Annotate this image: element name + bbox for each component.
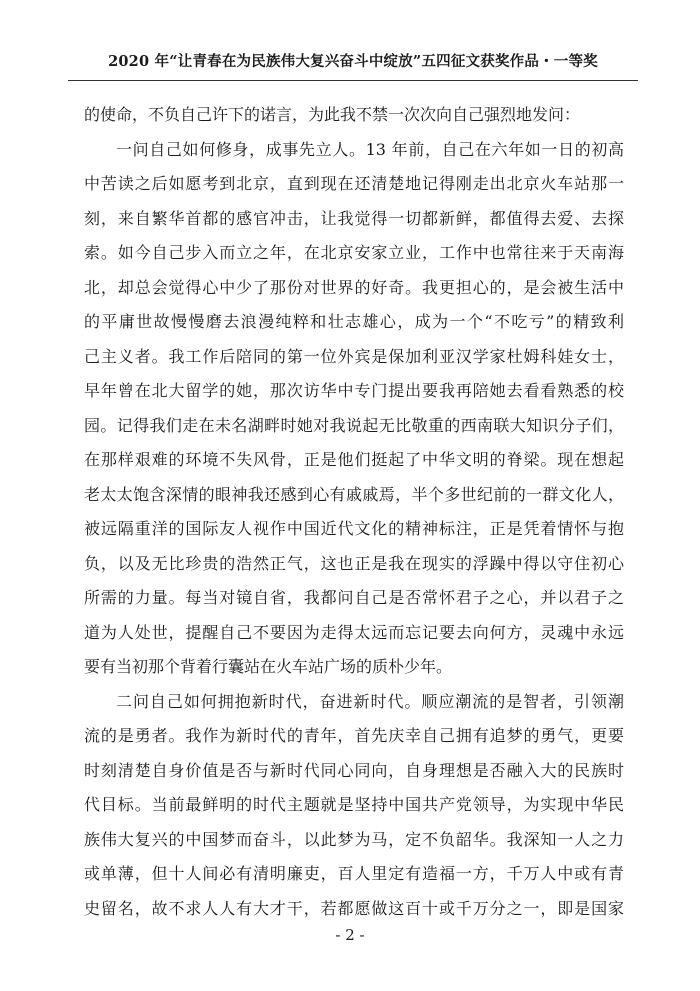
text-line: 中苦读之后如愿考到北京，直到现在还清楚地记得刚走出北京火车站那一 — [84, 174, 624, 193]
text-line: 代目标。当前最鲜明的时代主题就是坚持中国共产党领导，为实现中华民 — [84, 795, 624, 814]
text-line: 负，以及无比珍贵的浩然正气，这也正是我在现实的浮躁中得以守住初心 — [84, 553, 624, 573]
paragraph — [84, 98, 624, 133]
text-line: 二问自己如何拥抱新时代，奋进新时代。顺应潮流的是智者，引领潮 — [116, 691, 624, 711]
text-line: 北，却总会觉得心中少了那份对世界的好奇。我更担心的，是会被生活中 — [84, 277, 624, 297]
text-line: 或单薄，但十人间必有清明廉吏，百人里定有造福一方，千万人中或有青 — [84, 864, 624, 883]
text-line: 史留名，故不求人人有大才干，若都愿做这百十或千万分之一，即是国家 — [84, 898, 624, 918]
text-line: 园。记得我们走在未名湖畔时她对我说起无比敬重的西南联大知识分子们， — [84, 415, 624, 435]
paragraph — [84, 685, 624, 927]
text-line: 早年曾在北大留学的她，那次访华中专门提出要我再陪她去看看熟悉的校 — [84, 381, 624, 400]
text-line: 流的是勇者。我作为新时代的青年，首先庆幸自己拥有追梦的勇气，更要 — [84, 726, 624, 745]
text-line: 老太太饱含深情的眼神我还感到心有戚戚焉，半个多世纪前的一群文化人， — [84, 484, 624, 504]
text-line: 己主义者。我工作后陪同的第一位外宾是保加利亚汉学家杜姆科娃女士， — [84, 346, 624, 366]
text-line: 时刻清楚自身价值是否与新时代同心同向，自身理想是否融入大的民族时 — [84, 760, 624, 780]
text-line: 一问自己如何修身，成事先立人。13 年前，自己在六年如一日的初高 — [116, 139, 624, 159]
text-line: 在那样艰难的环境不失风骨，正是他们挺起了中华文明的脊梁。现在想起 — [84, 450, 624, 469]
page-header: 2020 年“让青春在为民族伟大复兴奋斗中绽放”五四征文获奖作品・一等奖 — [108, 53, 598, 70]
text-line: 索。如今自己步入而立之年，在北京安家立业，工作中也常往来于天南海 — [84, 243, 624, 262]
text-line: 刻，来自繁华首都的感官冲击，让我觉得一切都新鲜，都值得去爱、去探 — [84, 208, 624, 228]
header-divider — [68, 80, 638, 81]
text-line: 的使命，不负自己许下的诺言，为此我不禁一次次向自己强烈地发问： — [84, 105, 581, 124]
text-line: 所需的力量。每当对镜自省，我都问自己是否常怀君子之心，并以君子之 — [84, 588, 624, 607]
text-line: 被远隔重洋的国际友人视作中国近代文化的精神标注，正是凭着情怀与抱 — [84, 519, 624, 538]
page-number: - 2 - — [335, 926, 365, 944]
paragraph — [84, 133, 624, 685]
text-line: 要有当初那个背着行囊站在火车站广场的质朴少年。 — [84, 657, 453, 676]
essay-body — [84, 98, 624, 926]
text-line: 道为人处世，提醒自己不要因为走得太远而忘记要去向何方，灵魂中永远 — [84, 622, 624, 642]
text-line: 的平庸世故慢慢磨去浪漫纯粹和壮志雄心，成为一个“不吃亏”的精致利 — [84, 312, 624, 331]
text-line: 族伟大复兴的中国梦而奋斗，以此梦为马，定不负韶华。我深知一人之力 — [84, 829, 624, 849]
